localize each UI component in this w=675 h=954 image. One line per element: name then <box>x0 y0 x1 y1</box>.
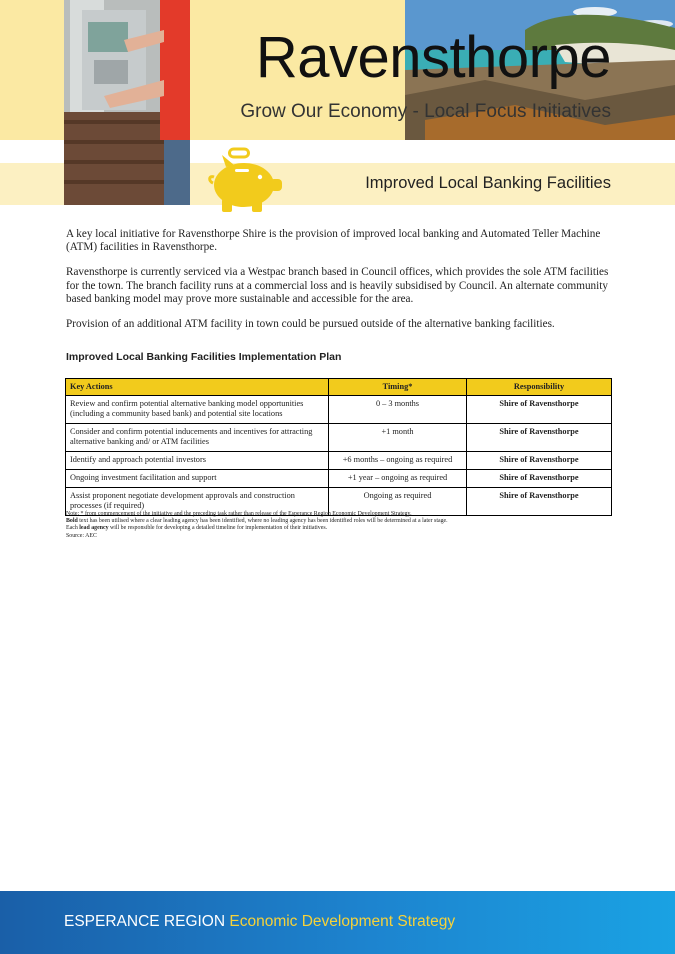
table-notes <box>66 511 616 540</box>
paragraph: Ravensthorpe is currently serviced via a Westpac branch based in Council offices, which provides the sole ATM facilities for the town. The branch facility runs at a commercial loss and is heavily subsidised by Council. An alternate community based banking model may prove more sustainable and accessible for the area. <box>66 266 609 305</box>
note-text: text has been utilised where a clear leading agency has been identified, where no leading agency has been identified roles will be determined at a later stage. <box>77 518 448 525</box>
paragraph: Provision of an additional ATM facility in town could be pursued outside of the alternative banking facilities. <box>66 318 555 331</box>
header-timing: Timing* <box>329 379 467 396</box>
table-row <box>66 424 612 452</box>
action-cell: Assist proponent negotiate development approvals and construction processes (if required) <box>66 488 329 516</box>
intro-text <box>66 228 614 343</box>
page-subtitle: Grow Our Economy - Local Focus Initiatives <box>240 101 611 122</box>
responsibility-cell: Shire of Ravensthorpe <box>467 424 612 452</box>
table-row <box>66 452 612 470</box>
responsibility-cell: Shire of Ravensthorpe <box>467 396 612 424</box>
note-bold: Bold <box>66 518 78 525</box>
note-text: will be responsible for developing a detailed timeline for implementation of their initiatives. <box>108 525 328 532</box>
action-cell: Consider and confirm potential inducements and incentives for attracting alternative banking and/ or ATM facilities <box>66 424 329 452</box>
action-cell: Review and confirm potential alternative banking model opportunities (including a community based bank) and potential site locations <box>66 396 329 424</box>
plan-title: Improved Local Banking Facilities Implementation Plan <box>66 351 342 363</box>
responsibility-cell: Shire of Ravensthorpe <box>467 488 612 516</box>
note-line: Note: * from commencement of the initiative and the preceding task rather than release of the Esperance Region Economic Development Strategy. <box>66 511 412 517</box>
section-title: Improved Local Banking Facilities <box>365 174 611 192</box>
source-line: Source: AEC <box>66 532 97 539</box>
header-key-actions: Key Actions <box>66 379 329 396</box>
table-row <box>66 396 612 424</box>
table-row <box>66 470 612 488</box>
header-responsibility: Responsibility <box>467 379 612 396</box>
note-text: Each <box>66 525 80 532</box>
responsibility-cell: Shire of Ravensthorpe <box>467 470 612 488</box>
timing-cell: +1 month <box>329 424 467 452</box>
footer-strategy: Economic Development Strategy <box>229 913 456 930</box>
piggy-bank-icon <box>208 147 284 213</box>
timing-cell: +1 year – ongoing as required <box>329 470 467 488</box>
note-line <box>66 525 616 532</box>
timing-cell: Ongoing as required <box>329 488 467 516</box>
timing-cell: +6 months – ongoing as required <box>329 452 467 470</box>
footer-region: ESPERANCE REGION <box>64 913 226 930</box>
action-cell: Ongoing investment facilitation and support <box>66 470 329 488</box>
table-header-row <box>66 379 612 396</box>
action-cell: Identify and approach potential investors <box>66 452 329 470</box>
paragraph: A key local initiative for Ravensthorpe Shire is the provision of improved local banking and Automated Teller Machine (ATM) facilities in Ravensthorpe. <box>66 228 601 254</box>
implementation-plan-table <box>65 378 612 516</box>
timing-cell: 0 – 3 months <box>329 396 467 424</box>
responsibility-cell: Shire of Ravensthorpe <box>467 452 612 470</box>
atm-photo <box>64 0 190 205</box>
page-title: Ravensthorpe <box>255 25 611 90</box>
note-bold: lead agency <box>79 525 109 532</box>
footer-title <box>64 913 455 931</box>
